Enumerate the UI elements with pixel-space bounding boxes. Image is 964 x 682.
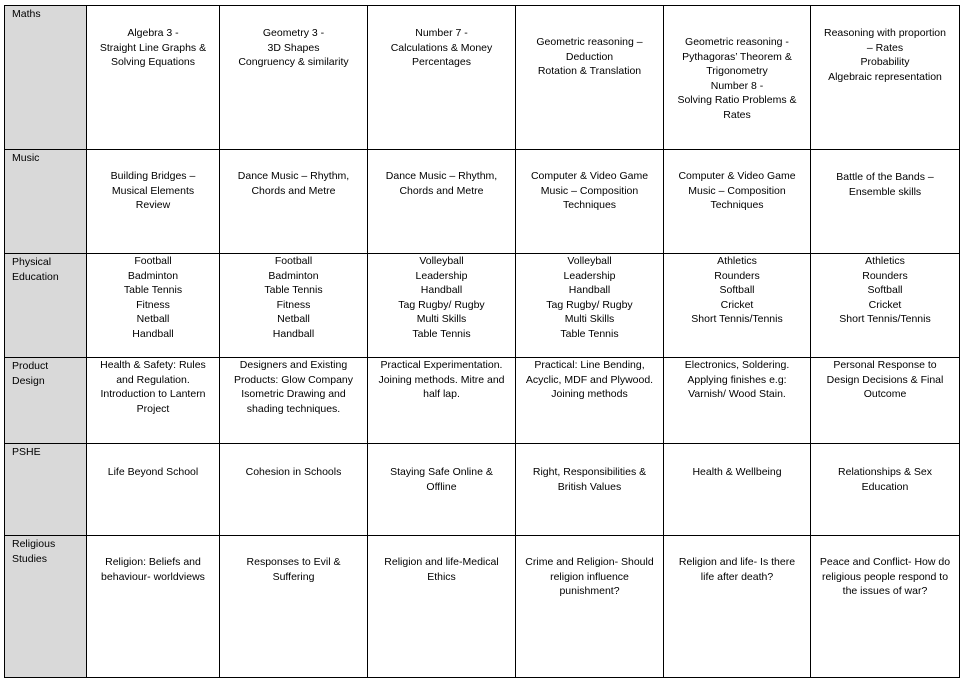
table-row-physical-education [5,254,960,358]
subject-label-product-design: Product Design [5,358,87,444]
table-cell: Volleyball Leadership Handball Tag Rugby/ Rugby Multi Skills Table Tennis [368,254,516,358]
table-row-pshe [5,444,960,536]
table-cell: Staying Safe Online & Offline [368,444,516,536]
table-cell: Personal Response to Design Decisions & Final Outcome [811,358,960,444]
curriculum-table [4,5,960,678]
table-cell: Dance Music – Rhythm, Chords and Metre [368,150,516,254]
subject-label-religious-studies: Religious Studies [5,536,87,678]
table-cell: Religion and life- Is there life after death? [664,536,811,678]
table-cell: Computer & Video Game Music – Composition Techniques [516,150,664,254]
table-cell: Responses to Evil & Suffering [220,536,368,678]
subject-label-pshe: PSHE [5,444,87,536]
table-cell: Relationships & Sex Education [811,444,960,536]
table-row-music [5,150,960,254]
table-cell: Volleyball Leadership Handball Tag Rugby/ Rugby Multi Skills Table Tennis [516,254,664,358]
table-cell: Designers and Existing Products: Glow Company Isometric Drawing and shading techniques. [220,358,368,444]
table-cell: Geometric reasoning - Pythagoras’ Theorem & Trigonometry Number 8 - Solving Ratio Problems & Rates [664,6,811,150]
table-cell: Crime and Religion- Should religion influence punishment? [516,536,664,678]
subject-label-music: Music [5,150,87,254]
table-row-product-design [5,358,960,444]
subject-label-maths: Maths [5,6,87,150]
table-cell: Computer & Video Game Music – Composition Techniques [664,150,811,254]
table-cell: Number 7 - Calculations & Money Percentages [368,6,516,150]
table-cell: Battle of the Bands – Ensemble skills [811,150,960,254]
table-cell: Health & Wellbeing [664,444,811,536]
table-cell: Practical: Line Bending, Acyclic, MDF and Plywood. Joining methods [516,358,664,444]
table-cell: Algebra 3 - Straight Line Graphs & Solving Equations [87,6,220,150]
table-cell: Football Badminton Table Tennis Fitness Netball Handball [220,254,368,358]
subject-label-physical-education: Physical Education [5,254,87,358]
table-cell: Football Badminton Table Tennis Fitness Netball Handball [87,254,220,358]
table-cell: Health & Safety: Rules and Regulation. Introduction to Lantern Project [87,358,220,444]
table-cell: Religion and life-Medical Ethics [368,536,516,678]
table-cell: Geometric reasoning – Deduction Rotation & Translation [516,6,664,150]
table-cell: Peace and Conflict- How do religious people respond to the issues of war? [811,536,960,678]
table-cell: Right, Responsibilities & British Values [516,444,664,536]
table-cell: Dance Music – Rhythm, Chords and Metre [220,150,368,254]
table-cell: Reasoning with proportion – Rates Probability Algebraic representation [811,6,960,150]
table-cell: Building Bridges – Musical Elements Review [87,150,220,254]
table-cell: Practical Experimentation. Joining methods. Mitre and half lap. [368,358,516,444]
table-cell: Cohesion in Schools [220,444,368,536]
table-cell: Geometry 3 - 3D Shapes Congruency & similarity [220,6,368,150]
table-cell: Electronics, Soldering. Applying finishes e.g: Varnish/ Wood Stain. [664,358,811,444]
table-row-maths [5,6,960,150]
table-cell: Life Beyond School [87,444,220,536]
table-cell: Athletics Rounders Softball Cricket Short Tennis/Tennis [664,254,811,358]
table-row-religious-studies [5,536,960,678]
table-cell: Athletics Rounders Softball Cricket Short Tennis/Tennis [811,254,960,358]
table-cell: Religion: Beliefs and behaviour- worldviews [87,536,220,678]
